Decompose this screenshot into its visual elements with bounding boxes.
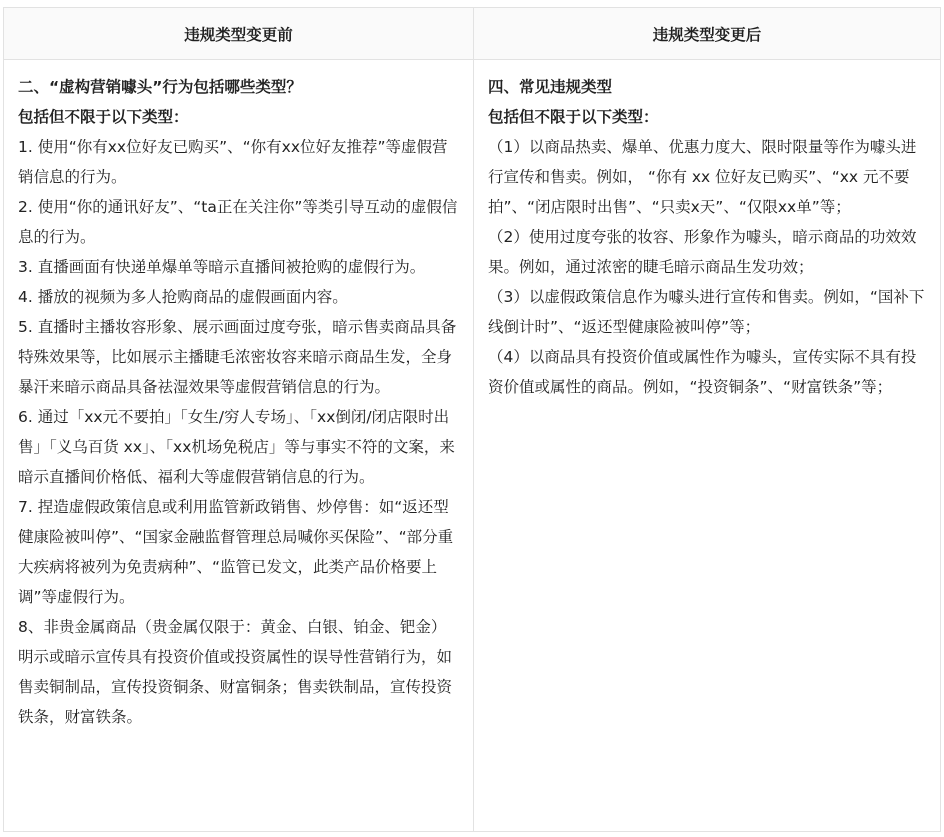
before-item-1: 1. 使用“你有xx位好友已购买”、“你有xx位好友推荐”等虚假营销信息的行为。	[18, 138, 448, 186]
before-item-5: 5. 直播时主播妆容形象、展示画面过度夸张，暗示售卖商品具备特殊效果等，比如展示主播睫毛浓密妆容来暗示商品生发，全身暴汗来暗示商品具备祛湿效果等虚假营销信息的行为。	[18, 318, 457, 396]
after-subtitle: 包括但不限于以下类型：	[488, 108, 659, 126]
before-subtitle: 包括但不限于以下类型：	[18, 108, 189, 126]
header-before: 违规类型变更前	[4, 8, 474, 60]
after-item-3: （3）以虚假政策信息作为噱头进行宣传和售卖。例如，“国补下线倒计时”、“返还型健康险被叫停”等；	[488, 288, 925, 336]
after-item-1: （1）以商品热卖、爆单、优惠力度大、限时限量等作为噱头进行宣传和售卖。例如， “你有 xx 位好友已购买”、“xx 元不要拍”、“闭店限时出售”、“只卖x天”、“仅限xx单”等；	[488, 138, 917, 216]
after-item-2: （2）使用过度夸张的妆容、形象作为噱头，暗示商品的功效效果。例如，通过浓密的睫毛暗示商品生发功效；	[488, 228, 917, 276]
before-item-7: 7. 捏造虚假政策信息或利用监管新政销售、炒停售：如“返还型健康险被叫停”、“国家金融监督管理总局喊你买保险”、“部分重大疾病将被列为免责病种”、“监管已发文，此类产品价格要上调”等虚假行为。	[18, 498, 454, 606]
after-title: 四、常见违规类型	[488, 78, 613, 96]
header-after: 违规类型变更后	[474, 8, 940, 60]
before-item-6: 6. 通过「xx元不要拍」「女生/穷人专场」、「xx倒闭/闭店限时出售」「义乌百货 xx」、「xx机场免税店」等与事实不符的文案，来暗示直播间价格低、福利大等虚假营销信息的行为。	[18, 408, 455, 486]
before-item-3: 3. 直播画面有快递单爆单等暗示直播间被抢购的虚假行为。	[18, 258, 426, 276]
cell-after	[474, 60, 940, 831]
before-item-8: 8、非贵金属商品（贵金属仅限于：黄金、白银、铂金、钯金）明示或暗示宣传具有投资价值或投资属性的误导性营销行为，如售卖铜制品，宣传投资铜条、财富铜条；售卖铁制品，宣传投资铁条，财富铁条。	[18, 618, 453, 726]
cell-before	[4, 60, 474, 831]
after-item-4: （4）以商品具有投资价值或属性作为噱头，宣传实际不具有投资价值或属性的商品。例如，“投资铜条”、“财富铁条”等；	[488, 348, 917, 396]
before-title: 二、“虚构营销噱头”行为包括哪些类型？	[18, 78, 302, 96]
comparison-table	[3, 7, 941, 832]
before-item-2: 2. 使用“你的通讯好友”、“ta正在关注你”等类引导互动的虚假信息的行为。	[18, 198, 458, 246]
before-item-4: 4. 播放的视频为多人抢购商品的虚假画面内容。	[18, 288, 348, 306]
